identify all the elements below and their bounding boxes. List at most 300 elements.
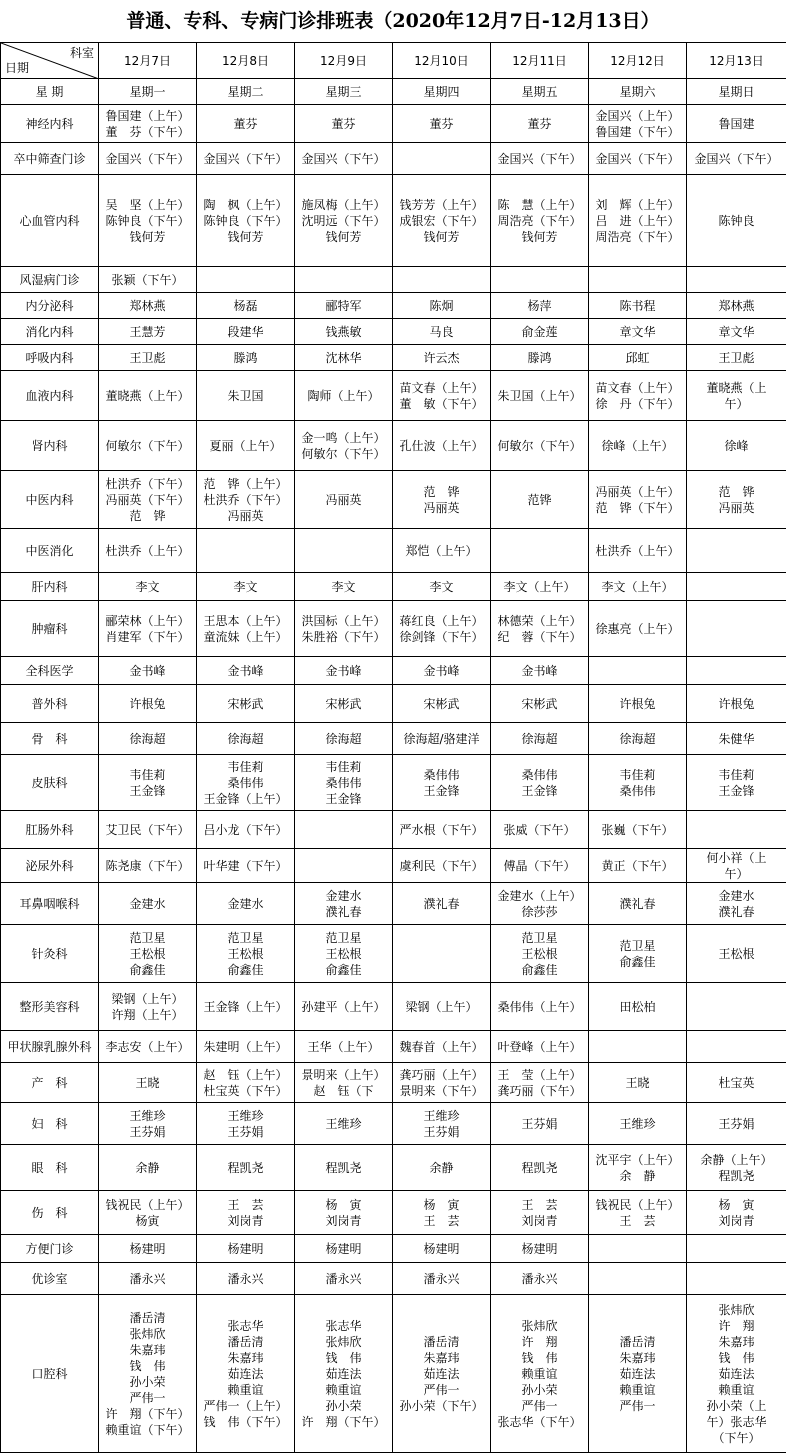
schedule-cell bbox=[393, 925, 491, 983]
schedule-cell bbox=[197, 883, 295, 925]
table-row bbox=[1, 371, 786, 421]
doctor-entry: 濮礼春 bbox=[688, 904, 785, 920]
schedule-cell bbox=[99, 1263, 197, 1295]
doctor-entry: 王卫彪 bbox=[100, 350, 195, 366]
doctor-entry: 俞鑫佳 bbox=[590, 954, 685, 970]
doctor-entry: 金建水 bbox=[100, 896, 195, 912]
doctor-entry: 王维珍 bbox=[100, 1108, 195, 1124]
doctor-entry: 宋彬武 bbox=[198, 696, 293, 712]
doctor-entry: 董芬 bbox=[492, 116, 587, 132]
doctor-entry: 冯丽英 bbox=[394, 500, 489, 516]
schedule-cell bbox=[393, 573, 491, 601]
schedule-cell bbox=[589, 345, 687, 371]
doctor-entry: 龚巧丽（上午） bbox=[394, 1067, 489, 1083]
doctor-entry: 王松根 bbox=[492, 946, 587, 962]
dept-name: 肛肠外科 bbox=[1, 811, 99, 849]
doctor-entry: 洪国标（上午） bbox=[296, 613, 391, 629]
schedule-cell bbox=[491, 105, 589, 143]
schedule-cell bbox=[295, 421, 393, 471]
schedule-cell bbox=[99, 755, 197, 811]
schedule-cell bbox=[589, 421, 687, 471]
doctor-entry: 施凤梅（上午） bbox=[296, 197, 391, 213]
schedule-table bbox=[0, 42, 786, 1453]
schedule-cell bbox=[197, 1191, 295, 1235]
doctor-entry: 王 芸 bbox=[492, 1197, 587, 1213]
schedule-cell bbox=[295, 471, 393, 529]
doctor-entry: 徐海超 bbox=[100, 731, 195, 747]
schedule-cell bbox=[393, 1295, 491, 1453]
schedule-cell bbox=[197, 657, 295, 685]
doctor-entry: 赵 钰（上午） bbox=[198, 1067, 293, 1083]
doctor-entry: 桑伟伟 bbox=[198, 775, 293, 791]
doctor-entry: 杨建明 bbox=[296, 1241, 391, 1257]
date-header: 12月7日 bbox=[99, 43, 197, 79]
schedule-cell bbox=[295, 811, 393, 849]
schedule-cell bbox=[393, 1063, 491, 1103]
doctor-entry: 苗文春（上午） bbox=[590, 380, 685, 396]
schedule-cell bbox=[491, 1191, 589, 1235]
schedule-cell bbox=[197, 1263, 295, 1295]
doctor-entry: 张巍（下午） bbox=[590, 822, 685, 838]
doctor-entry: 段建华 bbox=[198, 324, 293, 340]
schedule-cell bbox=[491, 925, 589, 983]
dept-name: 骨 科 bbox=[1, 723, 99, 755]
schedule-cell bbox=[295, 1263, 393, 1295]
doctor-entry: 星期六 bbox=[590, 84, 685, 100]
schedule-cell bbox=[687, 755, 786, 811]
doctor-entry: 李文 bbox=[394, 579, 489, 595]
doctor-entry: 严水根（下午） bbox=[394, 822, 489, 838]
schedule-cell bbox=[197, 319, 295, 345]
schedule-cell bbox=[393, 1263, 491, 1295]
schedule-cell bbox=[197, 471, 295, 529]
doctor-entry: 金国兴（下午） bbox=[492, 151, 587, 167]
doctor-entry: 赖重谊 bbox=[296, 1382, 391, 1398]
schedule-cell bbox=[687, 143, 786, 175]
schedule-cell bbox=[491, 293, 589, 319]
doctor-entry: 陈书程 bbox=[590, 298, 685, 314]
doctor-entry: 冯丽英（下午） bbox=[100, 492, 195, 508]
schedule-cell bbox=[393, 983, 491, 1031]
doctor-entry: 徐惠亮（上午） bbox=[590, 621, 685, 637]
dept-name: 针灸科 bbox=[1, 925, 99, 983]
dept-name: 神经内科 bbox=[1, 105, 99, 143]
schedule-cell bbox=[295, 983, 393, 1031]
doctor-entry: 范卫星 bbox=[198, 930, 293, 946]
schedule-cell bbox=[589, 143, 687, 175]
schedule-cell bbox=[687, 1235, 786, 1263]
doctor-entry: 许根兔 bbox=[100, 696, 195, 712]
schedule-cell bbox=[589, 983, 687, 1031]
schedule-cell bbox=[197, 925, 295, 983]
schedule-cell bbox=[197, 755, 295, 811]
doctor-entry: 钱何芳 bbox=[296, 229, 391, 245]
header-row bbox=[1, 43, 786, 79]
doctor-entry: 星期日 bbox=[688, 84, 785, 100]
doctor-entry: 赵 钰（下 bbox=[296, 1083, 391, 1099]
doctor-entry: 赖重谊 bbox=[492, 1366, 587, 1382]
schedule-cell bbox=[99, 143, 197, 175]
doctor-entry: 杜洪乔（下午） bbox=[100, 476, 195, 492]
schedule-cell bbox=[99, 883, 197, 925]
dept-name: 呼吸内科 bbox=[1, 345, 99, 371]
schedule-cell bbox=[393, 371, 491, 421]
doctor-entry: 钱芳芳（上午） bbox=[394, 197, 489, 213]
schedule-cell bbox=[393, 105, 491, 143]
table-row bbox=[1, 529, 786, 573]
doctor-entry: 徐海超 bbox=[296, 731, 391, 747]
schedule-cell bbox=[589, 1191, 687, 1235]
doctor-entry: 潘岳清 bbox=[100, 1310, 195, 1326]
schedule-cell bbox=[197, 1063, 295, 1103]
schedule-cell bbox=[589, 1063, 687, 1103]
doctor-entry: 章文华 bbox=[688, 324, 785, 340]
schedule-cell bbox=[295, 723, 393, 755]
dept-name: 整形美容科 bbox=[1, 983, 99, 1031]
doctor-entry: 张炜欣 bbox=[492, 1318, 587, 1334]
schedule-cell bbox=[197, 723, 295, 755]
schedule-cell bbox=[491, 79, 589, 105]
table-row bbox=[1, 811, 786, 849]
doctor-entry: 郦特军 bbox=[296, 298, 391, 314]
doctor-entry: 王松根 bbox=[296, 946, 391, 962]
doctor-entry: 吕 进（上午） bbox=[590, 213, 685, 229]
doctor-entry: 杜洪乔（上午） bbox=[590, 543, 685, 559]
schedule-cell bbox=[99, 573, 197, 601]
schedule-cell bbox=[491, 1145, 589, 1191]
schedule-cell bbox=[589, 105, 687, 143]
date-header: 12月9日 bbox=[295, 43, 393, 79]
schedule-cell bbox=[491, 573, 589, 601]
table-row bbox=[1, 1031, 786, 1063]
schedule-cell bbox=[589, 293, 687, 319]
doctor-entry: 钱 伟 bbox=[296, 1350, 391, 1366]
doctor-entry: 赖重谊 bbox=[590, 1382, 685, 1398]
schedule-cell bbox=[491, 1063, 589, 1103]
dept-name: 产 科 bbox=[1, 1063, 99, 1103]
doctor-entry: 金国兴（上午） bbox=[590, 108, 685, 124]
table-row bbox=[1, 1103, 786, 1145]
dept-name: 全科医学 bbox=[1, 657, 99, 685]
dept-name: 肾内科 bbox=[1, 421, 99, 471]
schedule-cell bbox=[491, 1235, 589, 1263]
doctor-entry: 杨建明 bbox=[198, 1241, 293, 1257]
schedule-cell bbox=[99, 925, 197, 983]
schedule-cell bbox=[295, 685, 393, 723]
doctor-entry: 孙小荣 bbox=[296, 1398, 391, 1414]
doctor-entry: 张威（下午） bbox=[492, 822, 587, 838]
doctor-entry: 景明来（上午） bbox=[296, 1067, 391, 1083]
schedule-cell bbox=[687, 685, 786, 723]
schedule-cell bbox=[393, 293, 491, 319]
doctor-entry: 陈 慧（上午） bbox=[492, 197, 587, 213]
doctor-entry: 虞利民（下午） bbox=[394, 858, 489, 874]
doctor-entry: 王 芸 bbox=[394, 1213, 489, 1229]
doctor-entry: 赖重谊 bbox=[198, 1382, 293, 1398]
table-row bbox=[1, 573, 786, 601]
doctor-entry: 郦荣林（上午） bbox=[100, 613, 195, 629]
doctor-entry: 金书峰 bbox=[492, 663, 587, 679]
schedule-cell bbox=[295, 849, 393, 883]
doctor-entry: 李文 bbox=[296, 579, 391, 595]
schedule-cell bbox=[99, 1103, 197, 1145]
doctor-entry: 许 翔 bbox=[492, 1334, 587, 1350]
schedule-cell bbox=[295, 1145, 393, 1191]
schedule-cell bbox=[197, 1235, 295, 1263]
schedule-cell bbox=[491, 371, 589, 421]
schedule-cell bbox=[393, 267, 491, 293]
doctor-entry: 杨寅 bbox=[100, 1213, 195, 1229]
schedule-cell bbox=[491, 723, 589, 755]
schedule-cell bbox=[99, 1063, 197, 1103]
schedule-cell bbox=[295, 1031, 393, 1063]
schedule-cell bbox=[295, 601, 393, 657]
schedule-cell bbox=[491, 1295, 589, 1453]
doctor-entry: 星期三 bbox=[296, 84, 391, 100]
doctor-entry: 范卫星 bbox=[296, 930, 391, 946]
doctor-entry: 范卫星 bbox=[100, 930, 195, 946]
doctor-entry: 金书峰 bbox=[394, 663, 489, 679]
doctor-entry: 朱健华 bbox=[688, 731, 785, 747]
doctor-entry: 张颖（下午） bbox=[100, 272, 195, 288]
schedule-cell bbox=[99, 1145, 197, 1191]
schedule-cell bbox=[99, 79, 197, 105]
doctor-entry: 金国兴（下午） bbox=[296, 151, 391, 167]
doctor-entry: 茹连法 bbox=[198, 1366, 293, 1382]
doctor-entry: 钱祝民（上午） bbox=[590, 1197, 685, 1213]
doctor-entry: 梁钢（上午） bbox=[100, 991, 195, 1007]
schedule-cell bbox=[491, 1103, 589, 1145]
doctor-entry: 金国兴（下午） bbox=[688, 151, 785, 167]
doctor-entry: 王金锋（上午） bbox=[198, 999, 293, 1015]
schedule-cell bbox=[687, 811, 786, 849]
schedule-cell bbox=[295, 573, 393, 601]
doctor-entry: 徐峰（上午） bbox=[590, 438, 685, 454]
schedule-cell bbox=[687, 1103, 786, 1145]
doctor-entry: 俞鑫佳 bbox=[198, 962, 293, 978]
doctor-entry: 董芬 bbox=[296, 116, 391, 132]
schedule-cell bbox=[197, 1031, 295, 1063]
dept-name: 星 期 bbox=[1, 79, 99, 105]
doctor-entry: 潘岳清 bbox=[590, 1334, 685, 1350]
doctor-entry: 余静 bbox=[394, 1160, 489, 1176]
dept-name: 血液内科 bbox=[1, 371, 99, 421]
doctor-entry: 王维珍 bbox=[296, 1116, 391, 1132]
table-row bbox=[1, 755, 786, 811]
doctor-entry: 冯丽英 bbox=[688, 500, 785, 516]
dept-name: 肿瘤科 bbox=[1, 601, 99, 657]
doctor-entry: 金建水（上午） bbox=[492, 888, 587, 904]
doctor-entry: 许根兔 bbox=[688, 696, 785, 712]
schedule-cell bbox=[197, 79, 295, 105]
doctor-entry: 范铧 bbox=[492, 492, 587, 508]
schedule-cell bbox=[99, 421, 197, 471]
doctor-entry: 茹连法 bbox=[688, 1366, 785, 1382]
doctor-entry: 许根兔 bbox=[590, 696, 685, 712]
doctor-entry: 王金锋 bbox=[100, 783, 195, 799]
schedule-cell bbox=[393, 1145, 491, 1191]
doctor-entry: 刘岗青 bbox=[492, 1213, 587, 1229]
schedule-cell bbox=[589, 883, 687, 925]
schedule-cell bbox=[393, 319, 491, 345]
schedule-cell bbox=[295, 267, 393, 293]
doctor-entry: 马良 bbox=[394, 324, 489, 340]
schedule-cell bbox=[687, 421, 786, 471]
schedule-cell bbox=[197, 105, 295, 143]
schedule-cell bbox=[687, 371, 786, 421]
doctor-entry: 潘永兴 bbox=[394, 1271, 489, 1287]
doctor-entry: 钱 伟 bbox=[688, 1350, 785, 1366]
doctor-entry: 杨 寅 bbox=[688, 1197, 785, 1213]
doctor-entry: 余静 bbox=[100, 1160, 195, 1176]
schedule-cell bbox=[197, 601, 295, 657]
doctor-entry: 茹连法 bbox=[394, 1366, 489, 1382]
table-row bbox=[1, 319, 786, 345]
doctor-entry: 叶登峰（上午） bbox=[492, 1039, 587, 1055]
schedule-cell bbox=[393, 1031, 491, 1063]
doctor-entry: 杨萍 bbox=[492, 298, 587, 314]
schedule-cell bbox=[99, 529, 197, 573]
doctor-entry: 钱 伟 bbox=[100, 1358, 195, 1374]
schedule-cell bbox=[393, 421, 491, 471]
schedule-cell bbox=[99, 371, 197, 421]
schedule-cell bbox=[687, 1063, 786, 1103]
schedule-cell bbox=[687, 723, 786, 755]
schedule-cell bbox=[687, 529, 786, 573]
doctor-entry: 鲁国建（下午） bbox=[590, 124, 685, 140]
doctor-entry: 沈平宇（上午） bbox=[590, 1152, 685, 1168]
schedule-cell bbox=[99, 175, 197, 267]
schedule-cell bbox=[295, 1295, 393, 1453]
schedule-cell bbox=[295, 1235, 393, 1263]
dept-name: 甲状腺乳腺外科 bbox=[1, 1031, 99, 1063]
doctor-entry: 王晓 bbox=[590, 1075, 685, 1091]
doctor-entry: 张炜欣 bbox=[688, 1302, 785, 1318]
schedule-cell bbox=[197, 685, 295, 723]
schedule-cell bbox=[491, 1031, 589, 1063]
doctor-entry: 金建水 bbox=[688, 888, 785, 904]
doctor-entry: 金国兴（下午） bbox=[198, 151, 293, 167]
doctor-entry: 赖重谊 bbox=[688, 1382, 785, 1398]
doctor-entry: 金书峰 bbox=[296, 663, 391, 679]
schedule-cell bbox=[491, 345, 589, 371]
doctor-entry: 张炜欣 bbox=[100, 1326, 195, 1342]
doctor-entry: 俞鑫佳 bbox=[100, 962, 195, 978]
doctor-entry: 星期二 bbox=[198, 84, 293, 100]
schedule-cell bbox=[393, 755, 491, 811]
doctor-entry: 范 铧 bbox=[100, 508, 195, 524]
doctor-entry: 徐剑锋（下午） bbox=[394, 629, 489, 645]
doctor-entry: 许云杰 bbox=[394, 350, 489, 366]
doctor-entry: 黄正（下午） bbox=[590, 858, 685, 874]
doctor-entry: 星期一 bbox=[100, 84, 195, 100]
doctor-entry: 徐 丹（下午） bbox=[590, 396, 685, 412]
doctor-entry: 王芬娟 bbox=[100, 1124, 195, 1140]
schedule-cell bbox=[589, 601, 687, 657]
table-row bbox=[1, 983, 786, 1031]
doctor-entry: 韦佳莉 bbox=[590, 767, 685, 783]
schedule-cell bbox=[393, 175, 491, 267]
table-row bbox=[1, 1263, 786, 1295]
doctor-entry: 杜宝英（下午） bbox=[198, 1083, 293, 1099]
doctor-entry: 王思本（上午） bbox=[198, 613, 293, 629]
schedule-cell bbox=[393, 849, 491, 883]
schedule-cell bbox=[393, 883, 491, 925]
table-row bbox=[1, 849, 786, 883]
doctor-entry: 朱嘉玮 bbox=[590, 1350, 685, 1366]
doctor-entry: 韦佳莉 bbox=[198, 759, 293, 775]
doctor-entry: 田松柏 bbox=[590, 999, 685, 1015]
doctor-entry: 王卫彪 bbox=[688, 350, 785, 366]
doctor-entry: 钱燕敏 bbox=[296, 324, 391, 340]
schedule-cell bbox=[197, 849, 295, 883]
doctor-entry: 王芬娟 bbox=[688, 1116, 785, 1132]
schedule-cell bbox=[687, 175, 786, 267]
dept-name: 优诊室 bbox=[1, 1263, 99, 1295]
doctor-entry: 范 铧 bbox=[394, 484, 489, 500]
doctor-entry: 宋彬武 bbox=[394, 696, 489, 712]
doctor-entry: 星期四 bbox=[394, 84, 489, 100]
doctor-entry: 严伟一 bbox=[394, 1382, 489, 1398]
doctor-entry: 徐海超/骆建洋 bbox=[394, 731, 489, 747]
table-row bbox=[1, 79, 786, 105]
doctor-entry: 严伟一 bbox=[100, 1390, 195, 1406]
doctor-entry: 午） bbox=[688, 866, 785, 882]
schedule-cell bbox=[589, 657, 687, 685]
doctor-entry: 范卫星 bbox=[492, 930, 587, 946]
dept-name: 中医消化 bbox=[1, 529, 99, 573]
doctor-entry: 何敏尔（下午） bbox=[100, 438, 195, 454]
doctor-entry: 周浩亮（下午） bbox=[492, 213, 587, 229]
schedule-cell bbox=[491, 983, 589, 1031]
doctor-entry: 宋彬武 bbox=[492, 696, 587, 712]
doctor-entry: 徐海超 bbox=[492, 731, 587, 747]
schedule-cell bbox=[687, 105, 786, 143]
doctor-entry: 金国兴（下午） bbox=[100, 151, 195, 167]
doctor-entry: 郑林燕 bbox=[688, 298, 785, 314]
date-header: 12月10日 bbox=[393, 43, 491, 79]
doctor-entry: 王金锋（上午） bbox=[198, 791, 293, 807]
schedule-cell bbox=[295, 925, 393, 983]
schedule-cell bbox=[99, 1295, 197, 1453]
dept-name: 眼 科 bbox=[1, 1145, 99, 1191]
table-row bbox=[1, 105, 786, 143]
doctor-entry: 许 翔（下午） bbox=[296, 1414, 391, 1430]
doctor-entry: 孔仕波（上午） bbox=[394, 438, 489, 454]
doctor-entry: 金建水 bbox=[296, 888, 391, 904]
schedule-cell bbox=[687, 883, 786, 925]
doctor-entry: 鲁国建（上午） bbox=[100, 108, 195, 124]
doctor-entry: 孙小荣 bbox=[492, 1382, 587, 1398]
doctor-entry: （下午） bbox=[688, 1430, 785, 1446]
doctor-entry: 潘永兴 bbox=[492, 1271, 587, 1287]
doctor-entry: 李文 bbox=[100, 579, 195, 595]
table-row bbox=[1, 685, 786, 723]
date-header: 12月13日 bbox=[687, 43, 786, 79]
doctor-entry: 金书峰 bbox=[100, 663, 195, 679]
schedule-cell bbox=[99, 601, 197, 657]
schedule-cell bbox=[393, 657, 491, 685]
doctor-entry: 杜洪乔（下午） bbox=[198, 492, 293, 508]
doctor-entry: 王华（上午） bbox=[296, 1039, 391, 1055]
doctor-entry: 夏丽（上午） bbox=[198, 438, 293, 454]
schedule-cell bbox=[197, 811, 295, 849]
doctor-entry: 朱卫国（上午） bbox=[492, 388, 587, 404]
doctor-entry: 章文华 bbox=[590, 324, 685, 340]
doctor-entry: 朱建明（上午） bbox=[198, 1039, 293, 1055]
doctor-entry: 午） bbox=[688, 396, 785, 412]
schedule-cell bbox=[589, 685, 687, 723]
